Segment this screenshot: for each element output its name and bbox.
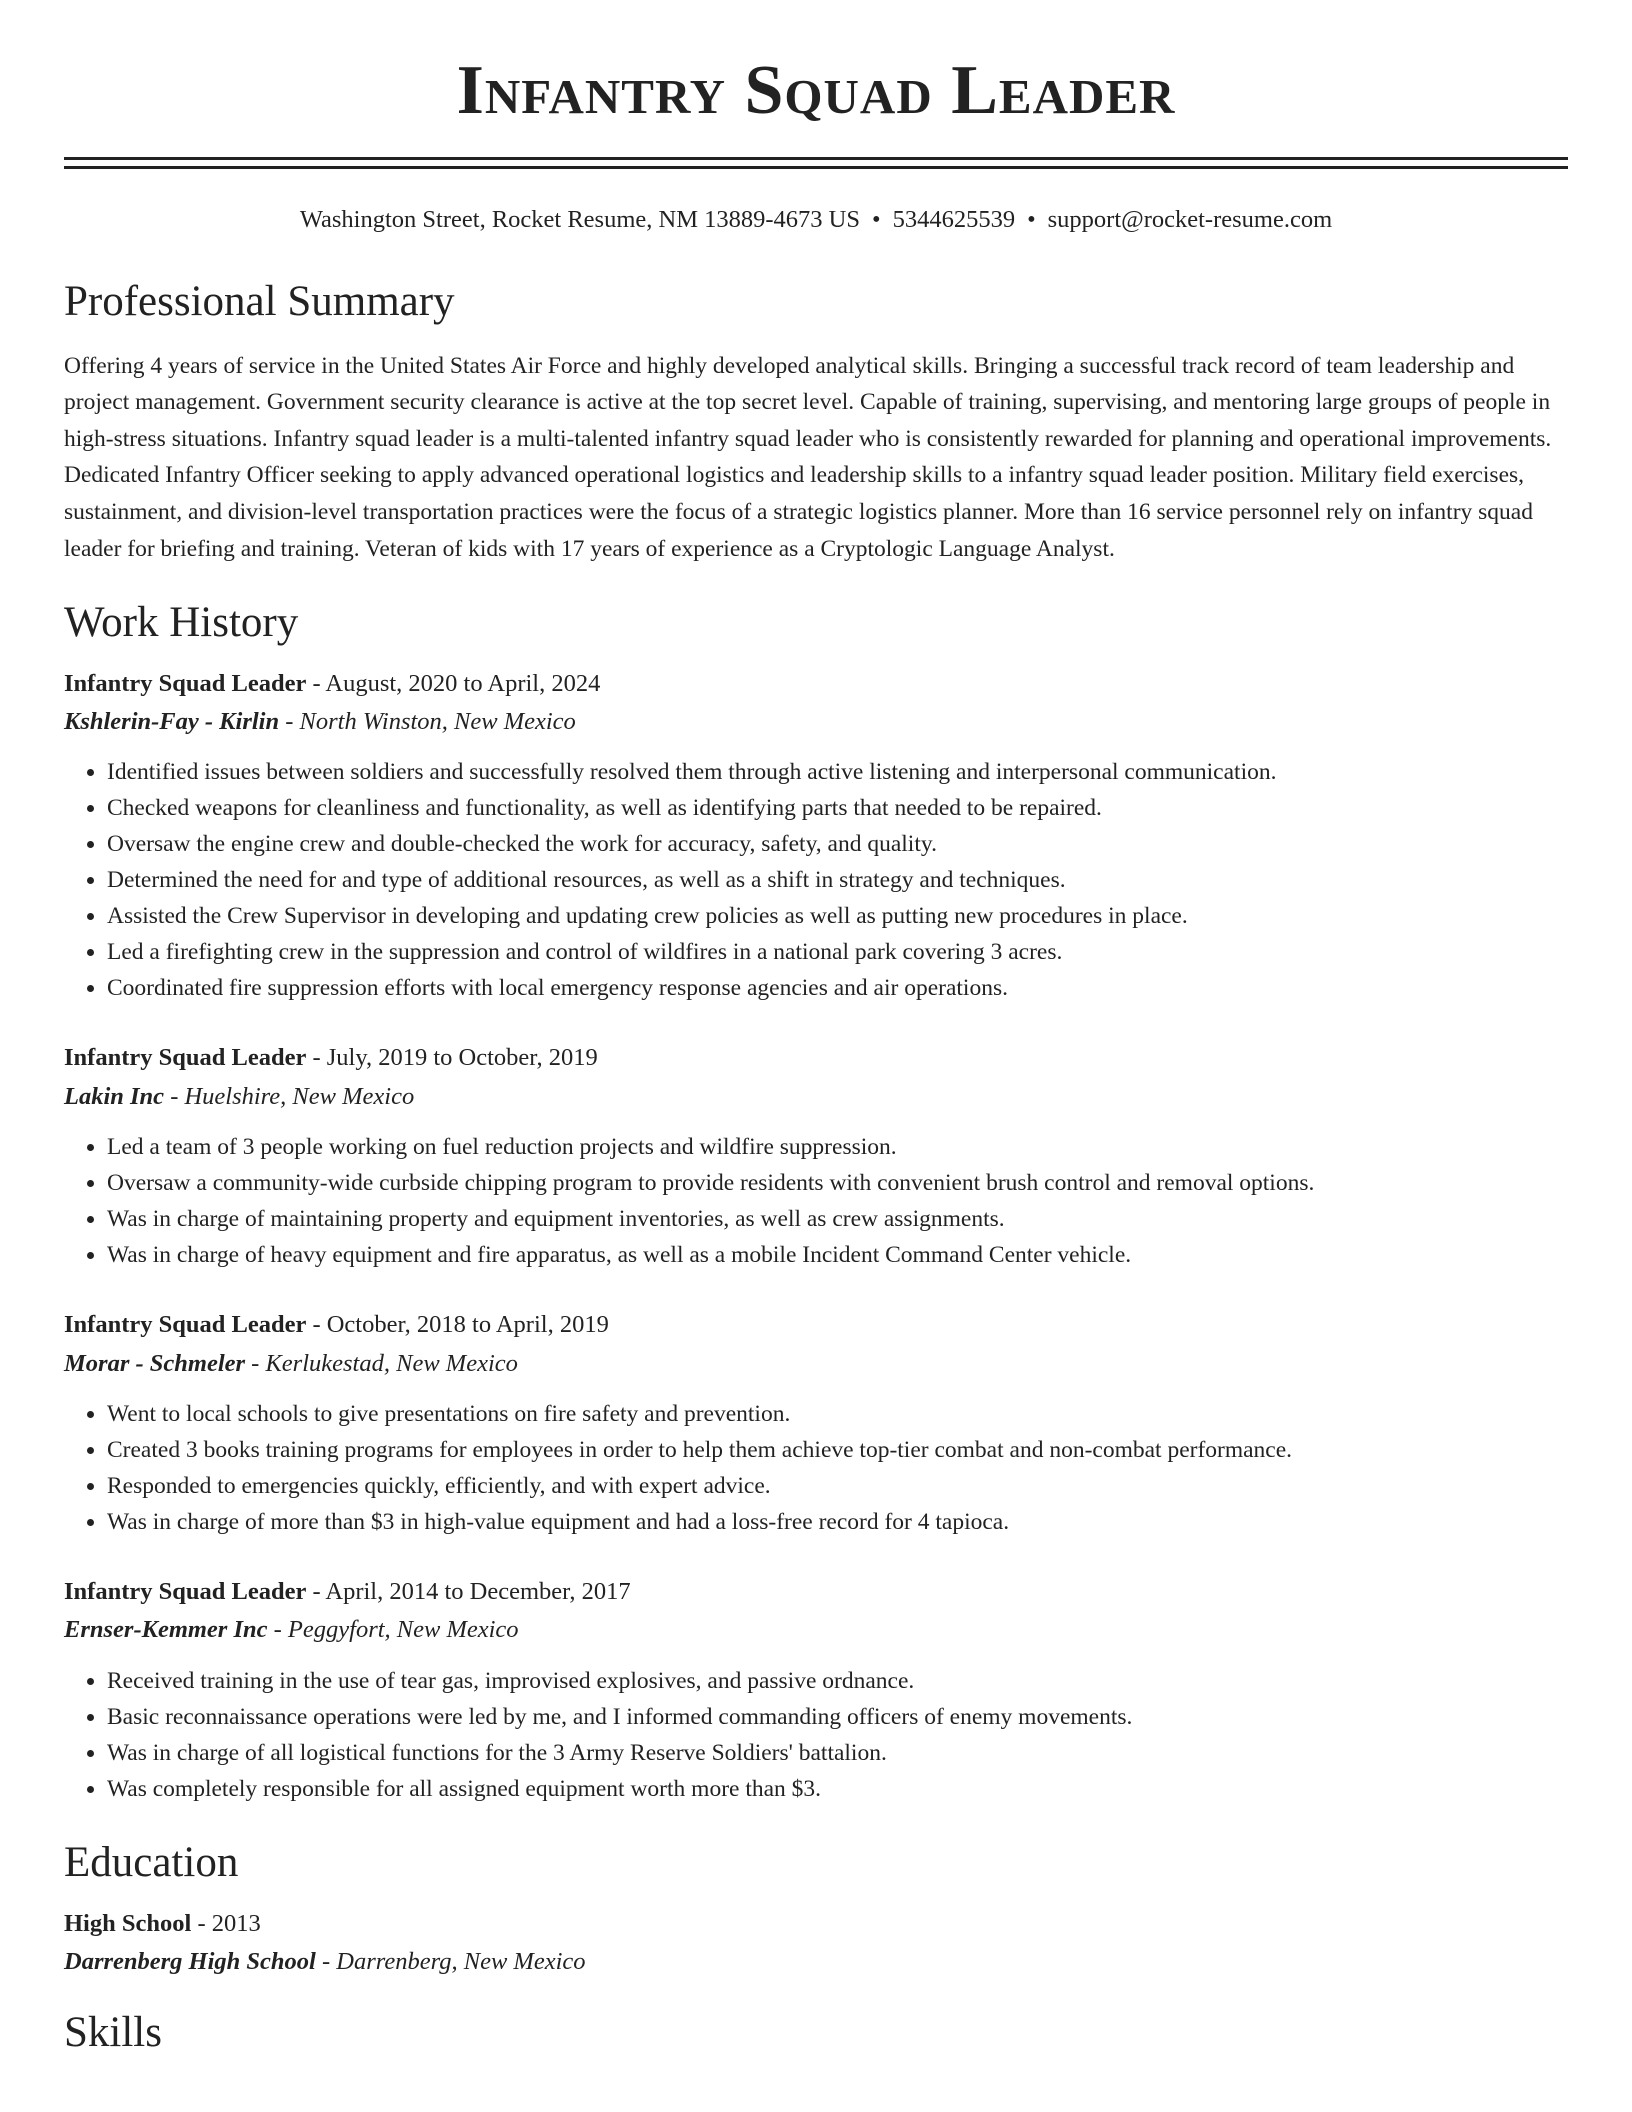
job-company: Morar - Schmeler: [64, 1349, 246, 1377]
job-duty-item: • Assisted the Crew Supervisor in developing and updating crew policies as well as putting new procedures in place.: [107, 898, 1568, 934]
job-company-line: [64, 1082, 1568, 1111]
job-duties-list: [64, 1396, 1568, 1540]
job-duty-item: • Oversaw a community-wide curbside chipping program to provide residents with convenient brush control and removal options.: [107, 1165, 1568, 1201]
work-history-heading: Work History: [64, 599, 299, 647]
job-dates: - October, 2018 to April, 2019: [306, 1311, 609, 1339]
job-location: - Peggyfort, New Mexico: [267, 1616, 519, 1644]
job-title-line: [64, 669, 1568, 698]
job-title: Infantry Squad Leader: [64, 1577, 307, 1605]
job-duty-item: • Coordinated fire suppression efforts with local emergency response agencies and air operations.: [107, 970, 1568, 1006]
job-company-line: [64, 1349, 1568, 1378]
job-title: Infantry Squad Leader: [64, 1311, 307, 1339]
education-heading: Education: [64, 1838, 239, 1886]
job-duty-item: • Was completely responsible for all assigned equipment worth more than $3.: [107, 1771, 1568, 1807]
job-duty-item: • Was in charge of heavy equipment and fire apparatus, as well as a mobile Incident Command Center vehicle.: [107, 1237, 1568, 1273]
job-duty-item: • Identified issues between soldiers and successfully resolved them through active listening and interpersonal communication.: [107, 754, 1568, 790]
job-duty-item: • Created 3 books training programs for employees in order to help them achieve top-tier combat and non-combat performance.: [107, 1432, 1568, 1468]
job-location: - Huelshire, New Mexico: [164, 1082, 415, 1110]
job-location: - North Winston, New Mexico: [279, 707, 576, 735]
contact-separator: •: [1027, 206, 1036, 233]
education-degree: High School: [64, 1909, 192, 1937]
job-company: Lakin Inc: [64, 1082, 165, 1110]
job-duty-item: • Basic reconnaissance operations were led by me, and I informed commanding officers of enemy movements.: [107, 1699, 1568, 1735]
summary-text: Offering 4 years of service in the United States Air Force and highly developed analytical skills. Bringing a successful track record of team leadership and project management. Government security clearance is active at the top secret level. Capable of training, supervising, and mentoring large groups of people in high-stress situations. Infantry squad leader is a multi-talented infantry squad leader who is consistently rewarded for planning and operational improvements. Dedicated Infantry Officer seeking to apply advanced operational logistics and leadership skills to a infantry squad leader position. Military field exercises, sustainment, and division-level transportation practices were the focus of a strategic logistics planner. More than 16 service personnel rely on infantry squad leader for briefing and training. Veteran of kids with 17 years of experience as a Cryptologic Language Analyst.: [64, 352, 1552, 562]
education-school-line: [64, 1947, 1568, 1976]
education-degree-line: [64, 1909, 1568, 1938]
job-entry: [64, 669, 1568, 1007]
job-duty-item: • Was in charge of more than $3 in high-value equipment and had a loss-free record for 4 tapioca.: [107, 1504, 1568, 1540]
job-duty-item: • Determined the need for and type of additional resources, as well as a shift in strategy and techniques.: [107, 862, 1568, 898]
job-duty-item: • Checked weapons for cleanliness and functionality, as well as identifying parts that needed to be repaired.: [107, 790, 1568, 826]
job-company-line: [64, 707, 1568, 736]
job-duties-list: [64, 754, 1568, 1006]
job-duties-list: [64, 1129, 1568, 1273]
job-dates: - April, 2014 to December, 2017: [306, 1577, 631, 1605]
job-entry: [64, 1577, 1568, 1807]
resume-name: Infantry Squad Leader: [456, 52, 1176, 129]
contact-address: Washington Street, Rocket Resume, NM 13889-4673 US: [299, 206, 860, 233]
job-entry: [64, 1310, 1568, 1540]
contact-line: [64, 205, 1568, 234]
job-dates: - July, 2019 to October, 2019: [306, 1044, 598, 1072]
work-history-list: [64, 669, 1568, 1807]
header-rule-bottom: [64, 166, 1568, 169]
job-duty-item: • Was in charge of all logistical functions for the 3 Army Reserve Soldiers' battalion.: [107, 1735, 1568, 1771]
education-year: - 2013: [191, 1909, 261, 1937]
job-duty-item: • Went to local schools to give presentations on fire safety and prevention.: [107, 1396, 1568, 1432]
contact-phone: 5344625539: [892, 206, 1016, 233]
job-company: Ernser-Kemmer Inc: [64, 1616, 268, 1644]
job-company-line: [64, 1615, 1568, 1644]
job-location: - Kerlukestad, New Mexico: [245, 1349, 518, 1377]
contact-email: support@rocket-resume.com: [1047, 206, 1333, 233]
education-school: Darrenberg High School: [64, 1948, 316, 1976]
job-duty-item: • Received training in the use of tear gas, improvised explosives, and passive ordnance.: [107, 1663, 1568, 1699]
contact-separator: •: [871, 206, 881, 233]
skills-heading: Skills: [64, 2008, 162, 2056]
summary-heading: Professional Summary: [64, 278, 455, 326]
job-dates: - August, 2020 to April, 2024: [306, 669, 601, 697]
job-duty-item: • Led a firefighting crew in the suppression and control of wildfires in a national park covering 3 acres.: [107, 934, 1568, 970]
job-duty-item: • Was in charge of maintaining property and equipment inventories, as well as crew assignments.: [107, 1201, 1568, 1237]
education-location: - Darrenberg, New Mexico: [315, 1948, 586, 1976]
header-rule-top: [64, 157, 1568, 160]
job-title-line: [64, 1310, 1568, 1339]
job-company: Kshlerin-Fay - Kirlin: [64, 707, 280, 735]
job-title-line: [64, 1043, 1568, 1072]
job-entry: [64, 1043, 1568, 1273]
job-duty-item: • Led a team of 3 people working on fuel reduction projects and wildfire suppression.: [107, 1129, 1568, 1165]
job-title: Infantry Squad Leader: [64, 1044, 307, 1072]
job-title-line: [64, 1577, 1568, 1606]
job-duties-list: [64, 1663, 1568, 1807]
job-duty-item: • Responded to emergencies quickly, efficiently, and with expert advice.: [107, 1468, 1568, 1504]
job-duty-item: • Oversaw the engine crew and double-checked the work for accuracy, safety, and quality.: [107, 826, 1568, 862]
job-title: Infantry Squad Leader: [64, 669, 307, 697]
